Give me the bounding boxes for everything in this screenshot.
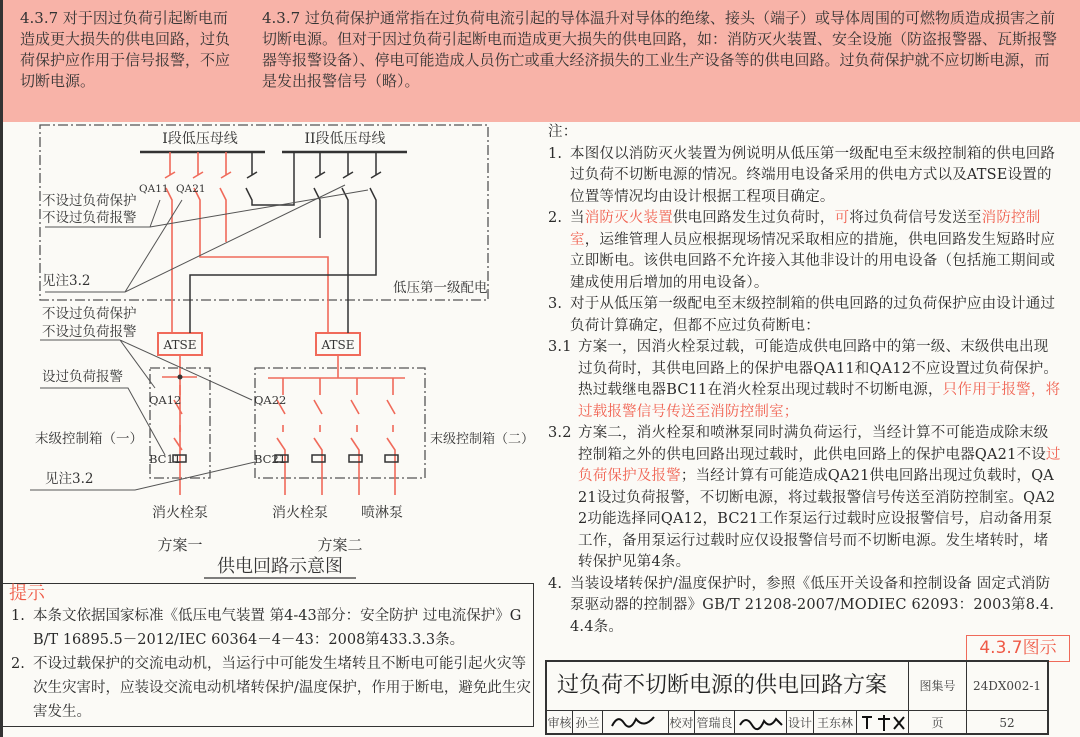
qa22-label: QA22: [254, 393, 287, 407]
hint-text: 不设过载保护的交流电动机，当运行中可能发生堵转且不断电可能引起火灾等次生灾害时，应装设交流电动机堵转保护/温度保护，作用于断电，避免此生灾害发生。: [33, 656, 531, 720]
text-segment: 供电回路发生过负荷时，: [672, 210, 835, 226]
note-item: [548, 337, 1063, 423]
annotation: 不设过负荷报警: [42, 324, 137, 340]
figure-tag: 4.3.7图示: [966, 635, 1070, 662]
check-label: 校对: [669, 711, 695, 735]
diagram-title: 供电回路示意图: [217, 556, 343, 577]
atse-1: ATSE: [163, 338, 197, 352]
pump-label: 喷淋泵: [361, 505, 403, 521]
feeder-qa11: [165, 152, 175, 333]
annotation: 末级控制箱（二）: [430, 432, 535, 447]
highlighted-text: 只作用于报警，将过载报警信号传送至消防控制室；: [578, 382, 1061, 420]
junction-dot: [178, 375, 183, 380]
feeder: [246, 152, 294, 205]
atlas-label: 图集号: [909, 662, 967, 710]
note-number: 3.1: [548, 339, 572, 355]
note-text: [570, 208, 1063, 294]
note-item: [548, 144, 1063, 209]
review-label: 审核: [547, 711, 573, 735]
feeder-qa21: [193, 152, 328, 333]
note-number: 3.2: [548, 425, 572, 441]
designer: 王东林: [814, 711, 857, 735]
pump-label: 消火栓泵: [272, 505, 328, 521]
clause-explanation: 4.3.7 过负荷保护通常指在过负荷电流引起的导体温升对导体的绝缘、接头（端子）或导体周围的可燃物质造成损害之前切断电源。但对于因过负荷引起断电而造成更大损失的供电回路，如：消防灭火装置、安全设施（防盗报警器、瓦斯报警器等报警设备）、停电可能造成人员伤亡或重大经济损失的工业生产设备等的供电回路。过负荷保护就不应切断电源，而是发出报警信号（略）。: [262, 9, 1058, 90]
clause-text: 4.3.7 对于因过负荷引起断电而造成更大损失的供电回路，过负荷保护应作用于信号报警，不应切断电源。: [20, 9, 231, 90]
bc21-label: BC21: [254, 452, 287, 466]
qa21-label: QA21: [176, 183, 206, 195]
text-segment: ，运维管理人员应根据现场情况采取相应的措施，供电回路发生短路时应立即断电。该供电回路不允许接入其他非设计的用电设备（包括施工期间或建成使用后增加的用电设备）。: [570, 231, 1056, 291]
signature-icon: [736, 711, 786, 733]
reviewer-signature: [603, 711, 669, 735]
annotation: 末级控制箱（一）: [35, 431, 143, 447]
bus-1-label: I段低压母线: [162, 131, 238, 147]
note-number: 2.: [548, 210, 563, 226]
note-item: [548, 294, 1063, 337]
annotation: 设过负荷报警: [42, 369, 123, 385]
hint-title: 提示: [9, 583, 45, 604]
bus-2-label: II段低压母线: [304, 131, 386, 147]
note-item: [548, 208, 1063, 294]
text-segment: 方案一，因消火栓泵过载，可能造成供电回路中的第一级、末级供电出现过负荷时，其供电回路上的保护电器QA11和QA12不应设置过负荷保护。热过载继电器BC11在消火栓泵出现过载时不切断电源，: [578, 339, 1059, 398]
note-item: [548, 423, 1063, 574]
overload-relay: [385, 455, 398, 462]
drawing-title: 过负荷不切断电源的供电回路方案: [547, 662, 909, 710]
highlighted-text: 过负荷保护及报警: [578, 446, 1061, 484]
circuit-diagram: [0, 115, 540, 585]
scheme-label: 方案一: [157, 536, 203, 554]
signature-row: [547, 710, 1047, 736]
page-number: 52: [999, 716, 1015, 730]
feeder: [190, 152, 381, 333]
busbar-box-2: [268, 355, 405, 378]
pump-label: 消火栓泵: [152, 505, 208, 521]
header-band: [0, 0, 1080, 122]
note-text: [570, 574, 1063, 639]
text-segment: 方案二，消火栓泵和喷淋泵同时满负荷运行，当经计算不可能造成除末级控制箱之外的供电回路出现过载时，此供电回路上的保护电器QA21不设: [578, 425, 1049, 463]
feeder: [342, 152, 353, 333]
scheme-label: 方案二: [317, 536, 363, 554]
hint-number: 2.: [11, 656, 25, 672]
text-segment: 本图仅以消防灭火装置为例说明从低压第一级配电至末级控制箱的供电回路过负荷不切断电源的情况。终端用电设备采用的供电方式以及ATSE设置的位置等情况均由设计根据工程项目确定。: [570, 145, 1056, 205]
highlighted-text: 可: [834, 210, 850, 226]
hint-box: [3, 583, 534, 727]
note-number: 3.: [548, 296, 563, 312]
note-number: 4.: [548, 575, 563, 592]
hint-item: [11, 652, 533, 724]
note-text: [578, 337, 1063, 423]
annotation: 低压第一级配电: [393, 280, 488, 296]
hint-item: [11, 604, 533, 652]
checker: 管瑞良: [695, 711, 735, 735]
design-label: 设计: [787, 711, 814, 735]
atse-2: ATSE: [321, 338, 355, 352]
text-segment: 将过负荷信号发送至: [849, 210, 982, 226]
page-label: 页: [909, 711, 967, 735]
bc11-label: BC11: [149, 452, 182, 466]
text-segment: ；当经计算有可能造成QA21供电回路出现过负载时，QA21设过负荷报警，不切断电源，将过载报警信号传送至消防控制室。QA22功能选择同QA12，BC21工作泵运行过载时应设报警信号，启动备用泵工作，备用泵运行过载时应仅设报警信号而不切断电源。发生堵转时，堵转保护见第4条。: [578, 468, 1056, 570]
checker-signature: [735, 711, 787, 735]
qa11-label: QA11: [139, 183, 169, 195]
notes: [548, 122, 1063, 638]
annotation: 不设过负荷保护: [42, 306, 137, 322]
feeder: [220, 152, 231, 242]
annotation: 见注3.2: [42, 273, 91, 289]
signature-icon: [604, 711, 668, 733]
note-text: [578, 423, 1063, 574]
annotation: 不设过负荷报警: [42, 210, 137, 226]
note-item: [548, 574, 1063, 639]
note-text: [570, 144, 1063, 209]
designer-signature: [857, 711, 909, 735]
note-text: [570, 294, 1063, 337]
text-segment: 对于从低压第一级配电至末级控制箱的供电回路的过负荷保护应由设计通过负荷计算确定，但都不应过负荷断电：: [570, 296, 1056, 334]
hint-number: 1.: [11, 608, 25, 624]
highlighted-text: 消防控制室: [570, 210, 1041, 248]
note-number: 1.: [548, 145, 563, 162]
atlas-number: 24DX002-1: [972, 679, 1042, 693]
title-block: [545, 660, 1049, 735]
reviewer: 孙兰: [573, 711, 603, 735]
text-segment: 当: [570, 210, 585, 226]
qa12-label: QA12: [149, 393, 182, 407]
text-segment: 当装设堵转保护/温度保护时，参照《低压开关设备和控制设备 固定式消防泵驱动器的控制器》GB/T 21208-2007/MODIEC 62093：2003第8.4.4.4条。: [570, 575, 1055, 635]
overload-relay: [349, 455, 362, 462]
overload-relay: [312, 455, 325, 462]
notes-list: [548, 144, 1063, 639]
annotation: 不设过负荷保护: [42, 193, 137, 209]
hint-text: 本条文依据国家标准《低压电气装置 第4-43部分：安全防护 过电流保护》GB/T 16895.5－2012/IEC 60364－4－43：2008第433.3.3条。: [33, 608, 522, 648]
annotation: 见注3.2: [45, 471, 94, 487]
notes-heading: 注：: [548, 124, 578, 140]
signature-icon: [858, 711, 908, 733]
highlighted-text: 消防灭火装置: [584, 210, 673, 226]
